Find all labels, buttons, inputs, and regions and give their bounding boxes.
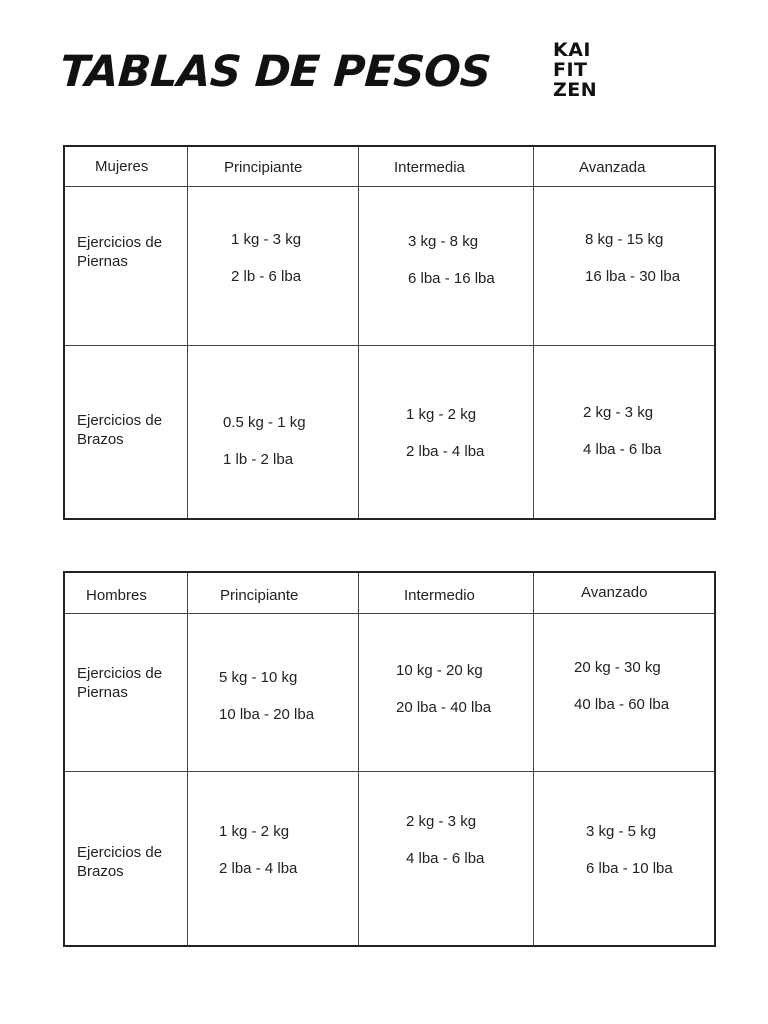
table-divider [533, 573, 534, 945]
row-label-line: Brazos [77, 863, 124, 880]
group-header: Mujeres [95, 158, 149, 175]
row-label-line: Brazos [77, 431, 124, 448]
weight-kg: 1 kg - 2 kg [406, 406, 477, 423]
weight-kg: 3 kg - 8 kg [408, 233, 479, 250]
group-header: Hombres [86, 587, 147, 604]
weight-lb: 20 lba - 40 lba [396, 699, 492, 716]
weight-kg: 3 kg - 5 kg [586, 823, 657, 840]
weight-lb: 2 lba - 4 lba [219, 860, 298, 877]
page-title: TABLAS DE PESOS [58, 47, 493, 97]
weight-lb: 4 lba - 6 lba [406, 850, 485, 867]
weight-kg: 1 kg - 3 kg [231, 231, 302, 248]
weight-kg: 8 kg - 15 kg [585, 231, 664, 248]
table-divider [187, 573, 188, 945]
table-divider [65, 613, 714, 614]
table-divider [533, 147, 534, 518]
row-label-line: Ejercicios de [77, 665, 163, 682]
weight-lb: 4 lba - 6 lba [583, 441, 662, 458]
table-divider [65, 345, 714, 346]
level-header: Principiante [220, 587, 299, 604]
weight-kg: 2 kg - 3 kg [406, 813, 477, 830]
level-header: Avanzado [581, 584, 648, 601]
brand-logo [553, 40, 597, 100]
row-label [77, 411, 187, 449]
weight-kg: 10 kg - 20 kg [396, 662, 483, 679]
logo-line-kai: KAI [553, 39, 591, 61]
level-header: Principiante [224, 159, 303, 176]
weight-lb: 6 lba - 10 lba [586, 860, 673, 877]
weight-kg: 5 kg - 10 kg [219, 669, 298, 686]
weight-lb: 2 lb - 6 lba [231, 268, 302, 285]
weight-lb: 10 lba - 20 lba [219, 706, 315, 723]
row-label-line: Ejercicios de [77, 412, 163, 429]
weight-lb: 16 lba - 30 lba [585, 268, 681, 285]
row-label [77, 664, 187, 702]
weight-kg: 1 kg - 2 kg [219, 823, 290, 840]
weight-lb: 1 lb - 2 lba [223, 451, 294, 468]
logo-line-zen: ZEN [553, 79, 598, 101]
weight-lb: 40 lba - 60 lba [574, 696, 670, 713]
weight-kg: 20 kg - 30 kg [574, 659, 661, 676]
weight-lb: 6 lba - 16 lba [408, 270, 495, 287]
level-header: Intermedio [404, 587, 475, 604]
logo-line-fit: FIT [553, 59, 588, 81]
level-header: Intermedia [394, 159, 465, 176]
table-divider [65, 186, 714, 187]
row-label-line: Piernas [77, 253, 128, 270]
row-label-line: Piernas [77, 684, 128, 701]
row-label [77, 843, 187, 881]
weights-table-men [63, 571, 716, 947]
level-header: Avanzada [579, 159, 646, 176]
weights-table-women [63, 145, 716, 520]
table-divider [65, 771, 714, 772]
weight-lb: 2 lba - 4 lba [406, 443, 485, 460]
table-divider [358, 573, 359, 945]
row-label-line: Ejercicios de [77, 844, 163, 861]
weight-kg: 2 kg - 3 kg [583, 404, 654, 421]
table-divider [358, 147, 359, 518]
table-divider [187, 147, 188, 518]
row-label [77, 233, 187, 271]
weight-kg: 0.5 kg - 1 kg [223, 414, 306, 431]
row-label-line: Ejercicios de [77, 234, 163, 251]
